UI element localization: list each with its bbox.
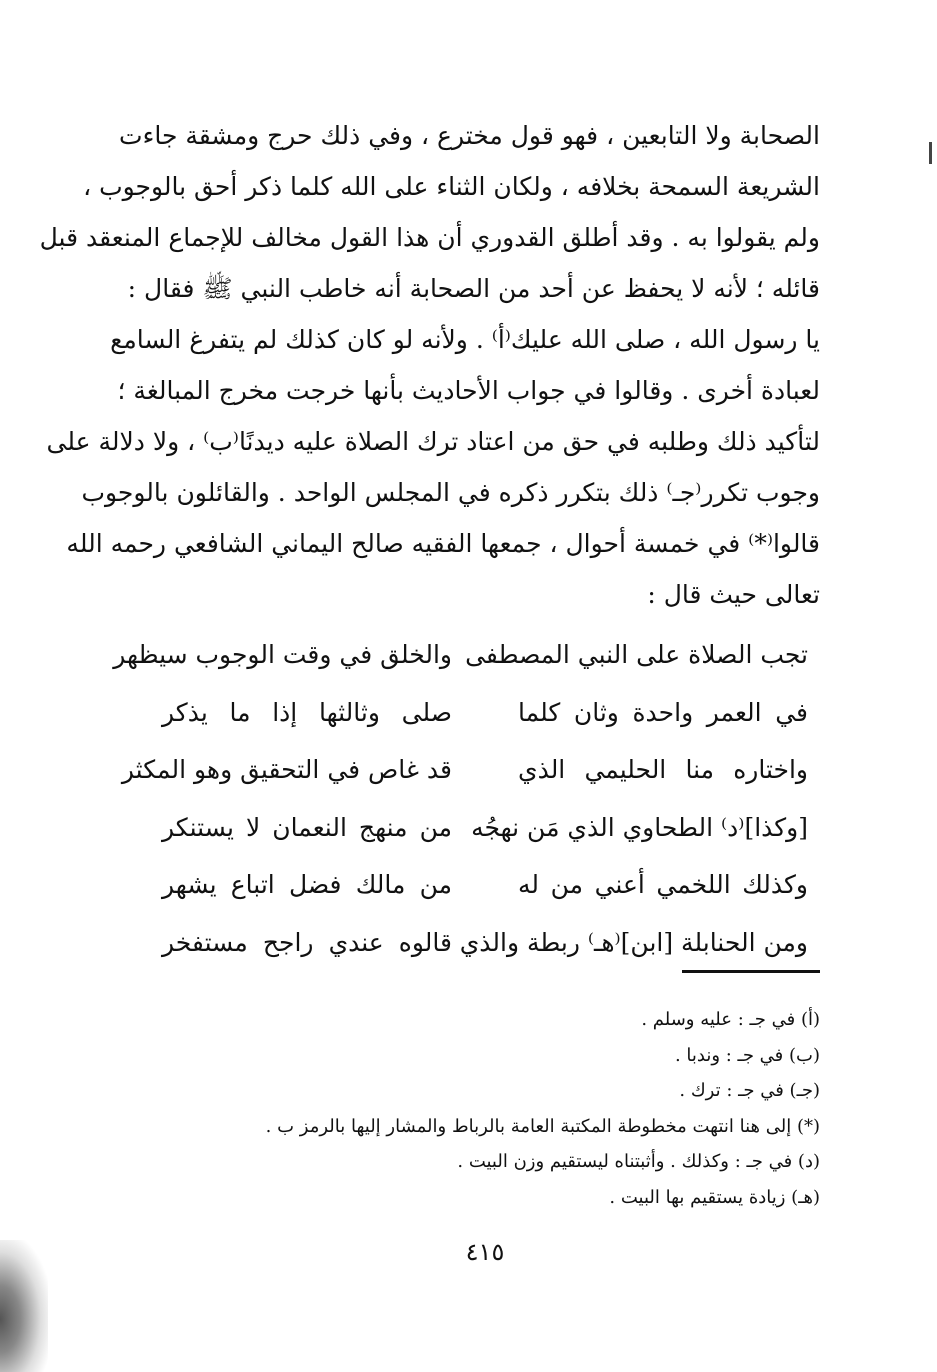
body-text <box>39 110 820 620</box>
verse-first-hemistich: في العمر واحدة وثان كلما <box>518 697 808 727</box>
footnote-separator <box>682 970 820 973</box>
verse-second-hemistich: صلى وثالثها إذا ما يذكر <box>162 697 452 727</box>
verse-first-hemistich: ومن الحنابلة [ابن]⁽هـ⁾ ربطة والذي <box>459 927 808 957</box>
body-line: لتأكيد ذلك وطلبه في حق من اعتاد ترك الصلاة عليه ديدنًا⁽ب⁾ ، ولا دلالة على <box>46 427 820 456</box>
body-line: ولم يقولوا به . وقد أطلق القدوري أن هذا القول مخالف للإجماع المنعقد قبل <box>39 223 820 252</box>
verse-first-hemistich: [وكذا]⁽د⁾ الطحاوي الذي مَن نهجُه <box>471 812 808 842</box>
body-line: الشريعة السمحة بخلافه ، ولكان الثناء على الله كلما ذكر أحق بالوجوب ، <box>83 172 820 201</box>
body-line: وجوب تكرر⁽جـ⁾ ذلك بتكرر ذكره في المجلس الواحد . والقائلون بالوجوب <box>81 478 820 507</box>
poem-verse <box>160 684 820 742</box>
footnotes <box>265 1002 820 1215</box>
footnote: (ب) في جـ : وندبا . <box>674 1044 820 1066</box>
body-line: يا رسول الله ، صلى الله عليك⁽أ⁾ . ولأنه لو كان كذلك لم يتفرغ السامع <box>110 325 820 354</box>
body-line: قالوا⁽*⁾ في خمسة أحوال ، جمعها الفقيه صالح اليماني الشافعي رحمه الله <box>66 529 820 558</box>
poem-verse <box>121 741 820 799</box>
footnote: (هـ) زيادة يستقيم بها البيت . <box>609 1186 820 1208</box>
verse-first-hemistich: وكذلك اللخمي أعني من له <box>518 870 808 899</box>
page-number: ٤١٥ <box>465 1238 505 1266</box>
verse-second-hemistich: من منهج النعمان لا يستنكر <box>162 812 452 842</box>
verse-second-hemistich: من مالك فضل اتباع يشهر <box>162 870 452 899</box>
body-line: قائله ؛ لأنه لا يحفظ عن أحد من الصحابة أنه خاطب النبي ﷺ فقال : <box>127 274 820 303</box>
body-line: تعالى حيث قال : <box>647 580 820 609</box>
footnote: (أ) في جـ : عليه وسلم . <box>641 1009 820 1030</box>
verse-second-hemistich: والخلق في وقت الوجوب سيظهر <box>113 640 452 669</box>
verse-first-hemistich: تجب الصلاة على النبي المصطفى <box>465 640 808 669</box>
verse-second-hemistich: قالوه عندي راجح مستفخر <box>162 927 452 957</box>
footnote: (د) في جـ : وكذلك . وأثبتناه ليستقيم وزن البيت . <box>457 1151 820 1172</box>
footnote: (*) إلى هنا انتهت مخطوطة المكتبة العامة بالرباط والمشار إليها بالرمز ب . <box>265 1115 820 1137</box>
verse-first-hemistich: واختاره منا الحليمي الذي <box>518 755 808 784</box>
body-line: الصحابة ولا التابعين ، فهو قول مخترع ، وفي ذلك حرج ومشقة جاءت <box>119 121 820 150</box>
scan-edge-shadow <box>0 1240 48 1372</box>
poem <box>113 626 820 971</box>
body-line: لعبادة أخرى . وقالوا في جواب الأحاديث بأنها خرجت مخرج المبالغة ؛ <box>117 376 820 405</box>
scan-edge-mark <box>929 142 932 164</box>
poem-verse <box>113 626 820 684</box>
poem-verse <box>160 856 820 914</box>
footnote: (جـ) في جـ : ترك . <box>679 1080 820 1101</box>
poem-verse <box>160 799 820 857</box>
verse-second-hemistich: قد غاص في التحقيق وهو المكثر <box>121 755 452 784</box>
poem-verse <box>160 914 820 972</box>
